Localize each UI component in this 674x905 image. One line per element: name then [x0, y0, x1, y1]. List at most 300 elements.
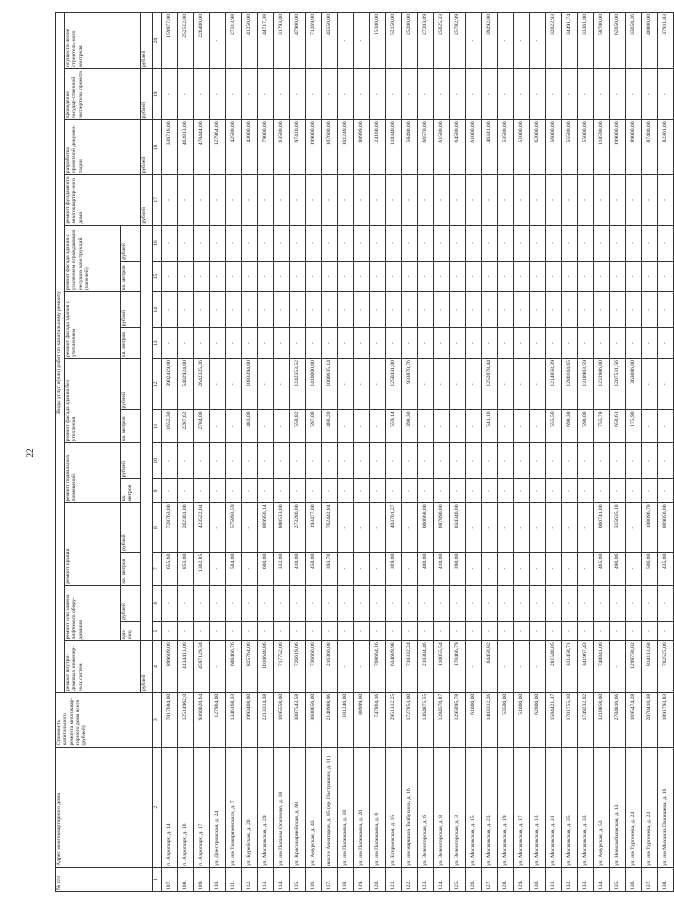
row-foundation: - [194, 175, 210, 225]
row-facade-coat-rub: - [562, 225, 578, 261]
row-supervision: 33658,26 [626, 13, 642, 69]
row-basement-sqm: - [530, 479, 546, 503]
row-facade-rub: - [274, 359, 290, 410]
row-elevator-rub: - [242, 585, 258, 621]
row-facade-sqm: - [642, 410, 658, 443]
row-elevator-rub: - [306, 585, 322, 621]
row-facade-sqm: 555,50 [546, 410, 562, 443]
row-facade-insul-sqm: - [290, 328, 306, 359]
table-row [274, 13, 290, 892]
row-engineering: 736660,00 [306, 641, 322, 692]
row-facade-coat-sqm: - [546, 261, 562, 292]
row-facade-coat-sqm: - [562, 261, 578, 292]
row-facade-sqm: - [370, 410, 386, 443]
row-address: ул. им маршала Толбухина, д. 16 [402, 747, 418, 867]
header-total-cost: Стоимость капитального ремонта многоквар-тирного дома всего (рублей) [56, 692, 153, 747]
row-expertise: - [498, 69, 514, 120]
row-facade-insul-sqm: - [610, 328, 626, 359]
row-total: 88999,00 [354, 692, 370, 747]
row-elevator-rub: - [322, 585, 338, 621]
row-number: 116. [306, 867, 322, 891]
row-expertise: - [578, 69, 594, 120]
row-supervision: 71269,00 [306, 13, 322, 69]
row-elevator-units: - [546, 621, 562, 641]
row-facade-sqm: 398,30 [402, 410, 418, 443]
table-row [306, 13, 322, 892]
row-basement-rub: - [514, 443, 530, 479]
row-facade-coat-rub: - [210, 225, 226, 261]
row-expertise: - [210, 69, 226, 120]
row-basement-rub: - [610, 443, 626, 479]
row-elevator-units: - [610, 621, 626, 641]
row-elevator-units: - [482, 621, 498, 641]
table-row [482, 13, 498, 892]
row-total: 1695558,00 [274, 692, 290, 747]
row-docs: 61500,00 [434, 120, 450, 175]
row-roof-sqm: - [530, 552, 546, 585]
row-expertise: - [530, 69, 546, 120]
row-basement-sqm: - [642, 479, 658, 503]
row-facade-rub: 1000635,14 [322, 359, 338, 410]
row-roof-sqm: - [514, 552, 530, 585]
row-supervision: 27203,09 [418, 13, 434, 69]
unit-sqm: кв. метров [121, 479, 141, 503]
table-row [258, 13, 274, 892]
row-roof-rub: - [562, 503, 578, 552]
row-address: ул. Амурская, д. 43 [306, 747, 322, 867]
row-basement-sqm: - [610, 479, 626, 503]
row-facade-coat-rub: - [434, 225, 450, 261]
row-total: 62000,00 [530, 692, 546, 747]
header-supervision: осуществ-ление строитель-ного контроля [65, 13, 141, 69]
unit-sqm: кв. метров [121, 410, 141, 443]
row-engineering: 64450,82 [482, 641, 498, 692]
row-expertise: - [434, 69, 450, 120]
row-facade-sqm: 590,00 [578, 410, 594, 443]
row-elevator-rub: - [386, 585, 402, 621]
row-roof-rub: 060741,00 [594, 503, 610, 552]
row-facade-insul-sqm: - [546, 328, 562, 359]
row-expertise: - [162, 69, 178, 120]
row-total: 2784816,66 [610, 692, 626, 747]
table-row [594, 13, 610, 892]
row-expertise: - [306, 69, 322, 120]
row-roof-rub: 060668,00 [418, 503, 434, 552]
row-total: 3087543,58 [290, 692, 306, 747]
row-supervision: 15100,00 [370, 13, 386, 69]
row-basement-sqm: - [546, 479, 562, 503]
row-facade-insul-sqm: - [418, 328, 434, 359]
row-elevator-rub: - [434, 585, 450, 621]
row-facade-rub: 5402924,00 [178, 359, 194, 410]
row-total: 1364875,55 [418, 692, 434, 747]
row-roof-rub: 087890,00 [434, 503, 450, 552]
row-basement-rub: - [210, 443, 226, 479]
row-roof-sqm: 853,00 [178, 552, 194, 585]
row-elevator-rub: - [338, 585, 354, 621]
row-facade-insul-sqm: - [386, 328, 402, 359]
table-row [658, 13, 674, 892]
row-total: 61000,00 [466, 692, 482, 747]
row-supervision: 25200,00 [402, 13, 418, 69]
row-number: 133. [578, 867, 594, 891]
row-foundation: - [386, 175, 402, 225]
row-address: ул. Егорьевская, д. 15 [386, 747, 402, 867]
row-engineering: 825764,00 [242, 641, 258, 692]
page-number: 22 [25, 448, 35, 458]
row-docs: 462813,00 [178, 120, 194, 175]
row-facade-sqm: - [514, 410, 530, 443]
row-expertise: - [610, 69, 626, 120]
row-number: 138. [658, 867, 674, 891]
row-facade-sqm: - [466, 410, 482, 443]
row-expertise: - [274, 69, 290, 120]
row-roof-sqm: 564,00 [226, 552, 242, 585]
row-docs: 66570,00 [418, 120, 434, 175]
row-address: ул. Зеленгорская, д. 6 [418, 747, 434, 867]
row-facade-insul-sqm: - [498, 328, 514, 359]
table-row [546, 13, 562, 892]
row-elevator-rub: - [578, 585, 594, 621]
row-foundation: - [594, 175, 610, 225]
row-facade-sqm: - [354, 410, 370, 443]
row-docs: 88999,00 [354, 120, 370, 175]
row-elevator-units: - [562, 621, 578, 641]
row-roof-sqm: 600,00 [258, 552, 274, 585]
row-elevator-rub: - [626, 585, 642, 621]
row-roof-sqm: - [482, 552, 498, 585]
row-roof-rub: - [546, 503, 562, 552]
row-roof-rub: - [354, 503, 370, 552]
row-address: ул. им Полежаева, д. 6 [370, 747, 386, 867]
row-roof-rub: 403701,27 [386, 503, 402, 552]
row-number: 119. [354, 867, 370, 891]
row-roof-sqm: - [498, 552, 514, 585]
row-elevator-units: - [498, 621, 514, 641]
row-basement-sqm: - [450, 479, 466, 503]
row-basement-sqm: - [434, 479, 450, 503]
row-facade-insul-rub: - [178, 292, 194, 328]
row-facade-coat-rub: - [626, 225, 642, 261]
table-row [322, 13, 338, 892]
row-roof-rub: 315635,10 [610, 503, 626, 552]
row-engineering: 702525,00 [658, 641, 674, 692]
row-number: 130. [530, 867, 546, 891]
header-works-group: Виды услуг и(или) работ по капитальному ремонту [56, 13, 65, 693]
row-expertise: - [322, 69, 338, 120]
row-elevator-units: - [450, 621, 466, 641]
row-facade-coat-sqm: - [178, 261, 194, 292]
unit-rub: рублей [121, 503, 141, 552]
row-address: ул. им Полины Осипенко, д. 18 [274, 747, 290, 867]
row-total: 1749232,02 [578, 692, 594, 747]
row-facade-coat-rub: - [354, 225, 370, 261]
row-number: 117. [322, 867, 338, 891]
row-docs: 101240,00 [338, 120, 354, 175]
row-expertise: - [642, 69, 658, 120]
row-supervision: 43550,00 [322, 13, 338, 69]
unit-sqm: кв. метров [121, 261, 141, 292]
row-basement-rub: - [450, 443, 466, 479]
rotated-table-wrapper [55, 12, 669, 892]
table-row [194, 13, 210, 892]
row-elevator-rub: - [402, 585, 418, 621]
row-foundation: - [450, 175, 466, 225]
row-elevator-rub: - [354, 585, 370, 621]
row-facade-rub: 1410000,00 [306, 359, 322, 410]
row-basement-sqm: - [578, 479, 594, 503]
row-foundation: - [466, 175, 482, 225]
row-total: 1295095,78 [450, 692, 466, 747]
row-total: 1346168,33 [226, 692, 242, 747]
row-address: ул. им Тургенева, д. 23 [642, 747, 658, 867]
row-elevator-rub: - [546, 585, 562, 621]
row-facade-insul-sqm: - [626, 328, 642, 359]
table-row [466, 13, 482, 892]
row-supervision: 252512,00 [178, 13, 194, 69]
row-address: ул. Московская, д. 17 [514, 747, 530, 867]
row-elevator-units: - [466, 621, 482, 641]
column-number: 2 [153, 747, 162, 867]
row-total: 12514962,0 [178, 692, 194, 747]
table-row [434, 13, 450, 892]
row-supervision: 31793,00 [274, 13, 290, 69]
row-basement-rub: - [498, 443, 514, 479]
row-foundation: - [322, 175, 338, 225]
row-facade-sqm: 559,14 [386, 410, 402, 443]
row-facade-insul-rub: - [322, 292, 338, 328]
row-address: ул. Московская, д. 29 [258, 747, 274, 867]
row-supervision: 226400,00 [194, 13, 210, 69]
row-facade-sqm: - [498, 410, 514, 443]
row-number: 112. [242, 867, 258, 891]
row-facade-rub: 1252078,44 [482, 359, 498, 410]
row-address: шоссе Авиаторов, д. 85 (ер. Пастушкин, д. 11) [322, 747, 338, 867]
row-total: 1584421,37 [546, 692, 562, 747]
row-facade-insul-rub: - [450, 292, 466, 328]
row-foundation: - [530, 175, 546, 225]
row-basement-sqm: - [658, 479, 674, 503]
row-docs: 64500,00 [450, 120, 466, 175]
row-basement-sqm: - [242, 479, 258, 503]
row-address: п. Аэропорт, д. 14 [162, 747, 178, 867]
row-facade-insul-rub: - [274, 292, 290, 328]
row-elevator-units: - [530, 621, 546, 641]
row-facade-insul-sqm: - [338, 328, 354, 359]
row-engineering: 717752,00 [274, 641, 290, 692]
row-elevator-units: - [306, 621, 322, 641]
row-docs: 55000,00 [578, 120, 594, 175]
row-facade-coat-rub: - [658, 225, 674, 261]
row-basement-rub: - [322, 443, 338, 479]
row-basement-rub: - [418, 443, 434, 479]
row-docs: 336716,00 [162, 120, 178, 175]
row-docs: 63500,00 [274, 120, 290, 175]
row-supervision: 41250,00 [242, 13, 258, 69]
row-facade-rub: 2642325,26 [194, 359, 210, 410]
row-total: 1993408,00 [242, 692, 258, 747]
row-facade-coat-sqm: - [466, 261, 482, 292]
row-facade-sqm: 597,00 [306, 410, 322, 443]
row-foundation: - [226, 175, 242, 225]
row-facade-coat-rub: - [418, 225, 434, 261]
row-facade-rub: 1207531,56 [610, 359, 626, 410]
row-facade-coat-sqm: - [194, 261, 210, 292]
header-foundation: ремонт фундамента многоквартир-ного дома [65, 175, 141, 225]
row-docs: 118590,00 [594, 120, 610, 175]
row-facade-coat-sqm: - [626, 261, 642, 292]
row-address: ул. Днестровская, д. 24 [210, 747, 226, 867]
row-basement-rub: - [482, 443, 498, 479]
row-roof-rub: - [626, 503, 642, 552]
row-elevator-rub: - [610, 585, 626, 621]
row-facade-sqm: 483,00 [242, 410, 258, 443]
row-facade-insul-rub: - [370, 292, 386, 328]
row-facade-rub: - [450, 359, 466, 410]
row-basement-rub: - [178, 443, 194, 479]
row-supervision: - [354, 13, 370, 69]
unit-spacer [141, 225, 153, 641]
row-engineering: 899609,00 [162, 641, 178, 692]
row-facade-rub: 1280104,65 [562, 359, 578, 410]
row-total: 1891793,83 [658, 692, 674, 747]
row-elevator-units: - [242, 621, 258, 641]
row-docs: 55500,00 [562, 120, 578, 175]
row-basement-sqm: - [338, 479, 354, 503]
row-basement-rub: - [386, 443, 402, 479]
row-engineering: 341967,43 [578, 641, 594, 692]
row-number: 109. [194, 867, 210, 891]
table-row [498, 13, 514, 892]
row-supervision: 25782,99 [450, 13, 466, 69]
row-roof-rub: - [242, 503, 258, 552]
table-row [370, 13, 386, 892]
row-facade-coat-sqm: - [578, 261, 594, 292]
row-supervision: 52150,00 [386, 13, 402, 69]
row-total: 9360020,64 [194, 692, 210, 747]
row-address: ул. им Полежаева, д. 18 [338, 747, 354, 867]
row-facade-rub: - [498, 359, 514, 410]
unit-sqm: кв. метров [121, 552, 141, 585]
row-facade-insul-rub: - [626, 292, 642, 328]
row-elevator-units: - [226, 621, 242, 641]
row-facade-insul-rub: - [258, 292, 274, 328]
row-facade-sqm: 755,78 [594, 410, 610, 443]
row-facade-coat-sqm: - [290, 261, 306, 292]
row-basement-sqm: - [466, 479, 482, 503]
row-basement-sqm: - [306, 479, 322, 503]
row-elevator-rub: - [226, 585, 242, 621]
row-facade-sqm: - [274, 410, 290, 443]
row-supervision: 44717,38 [258, 13, 274, 69]
row-elevator-rub: - [258, 585, 274, 621]
row-total: 747864,16 [370, 692, 386, 747]
column-number-row [153, 13, 162, 892]
row-number: 113. [258, 867, 274, 891]
row-number: 127. [482, 867, 498, 891]
row-roof-sqm: 410,00 [290, 552, 306, 585]
row-engineering: 834113,68 [642, 641, 658, 692]
row-roof-rub: 193477,00 [306, 503, 322, 552]
row-roof-rub: 034346,00 [450, 503, 466, 552]
unit-rub: рублей [121, 585, 141, 621]
unit-rub: рублей [121, 443, 141, 479]
row-facade-rub: - [210, 359, 226, 410]
row-expertise: - [386, 69, 402, 120]
row-basement-sqm: - [386, 479, 402, 503]
row-basement-sqm: - [194, 479, 210, 503]
row-docs: 43000,00 [242, 120, 258, 175]
column-number: 13 [153, 328, 162, 359]
row-facade-coat-sqm: - [338, 261, 354, 292]
row-engineering: 216360,08 [322, 641, 338, 692]
row-foundation: - [658, 175, 674, 225]
header-facade-coat: ремонт фасада здания с усилением ограждающих несущих конструкций (панелей) [65, 225, 121, 292]
row-engineering: - [466, 641, 482, 692]
row-basement-rub: - [258, 443, 274, 479]
row-expertise: - [658, 69, 674, 120]
row-total: 3600656,00 [306, 692, 322, 747]
row-facade-coat-sqm: - [658, 261, 674, 292]
row-basement-rub: - [274, 443, 290, 479]
row-facade-rub: 1242353,52 [290, 359, 306, 410]
row-facade-coat-rub: - [242, 225, 258, 261]
row-elevator-units: - [162, 621, 178, 641]
row-total: 1701755,10 [562, 692, 578, 747]
row-supervision: 37911,83 [658, 13, 674, 69]
row-facade-coat-rub: - [386, 225, 402, 261]
row-facade-insul-sqm: - [530, 328, 546, 359]
table-row [626, 13, 642, 892]
row-elevator-rub: - [370, 585, 386, 621]
row-facade-coat-rub: - [546, 225, 562, 261]
row-address: ул. Бурейская, д. 20 [242, 747, 258, 867]
row-number: 108. [178, 867, 194, 891]
row-elevator-rub: - [194, 585, 210, 621]
row-elevator-rub: - [210, 585, 226, 621]
row-engineering: 708664,16 [370, 641, 386, 692]
row-facade-insul-sqm: - [354, 328, 370, 359]
row-roof-sqm: 496,06 [610, 552, 626, 585]
header-docs: разработка проектной докумен-тации [65, 120, 141, 175]
row-facade-sqm: - [530, 410, 546, 443]
column-number: 8 [153, 503, 162, 552]
row-facade-coat-rub: - [338, 225, 354, 261]
row-facade-rub: - [466, 359, 482, 410]
row-basement-sqm: - [498, 479, 514, 503]
capital-repair-table [55, 12, 674, 892]
row-roof-sqm: 655,60 [162, 552, 178, 585]
row-facade-sqm: - [658, 410, 674, 443]
row-number: 121. [386, 867, 402, 891]
row-elevator-units: - [354, 621, 370, 641]
row-facade-rub: 363086,00 [626, 359, 642, 410]
row-foundation: - [610, 175, 626, 225]
row-facade-sqm: 1652,30 [162, 410, 178, 443]
row-elevator-rub: - [562, 585, 578, 621]
row-facade-insul-sqm: - [402, 328, 418, 359]
row-facade-rub: - [226, 359, 242, 410]
row-facade-insul-sqm: - [322, 328, 338, 359]
row-roof-rub: 728763,00 [162, 503, 178, 552]
row-facade-rub: - [658, 359, 674, 410]
header-basement: ремонт подвальных помещений [65, 443, 121, 503]
row-roof-rub: - [370, 503, 386, 552]
unit-sqm: кв. метров [121, 328, 141, 359]
row-docs: 62000,00 [530, 120, 546, 175]
row-elevator-units: - [658, 621, 674, 641]
header-facade-no-insulation: ремонт фасада здания без утепления [65, 359, 121, 443]
